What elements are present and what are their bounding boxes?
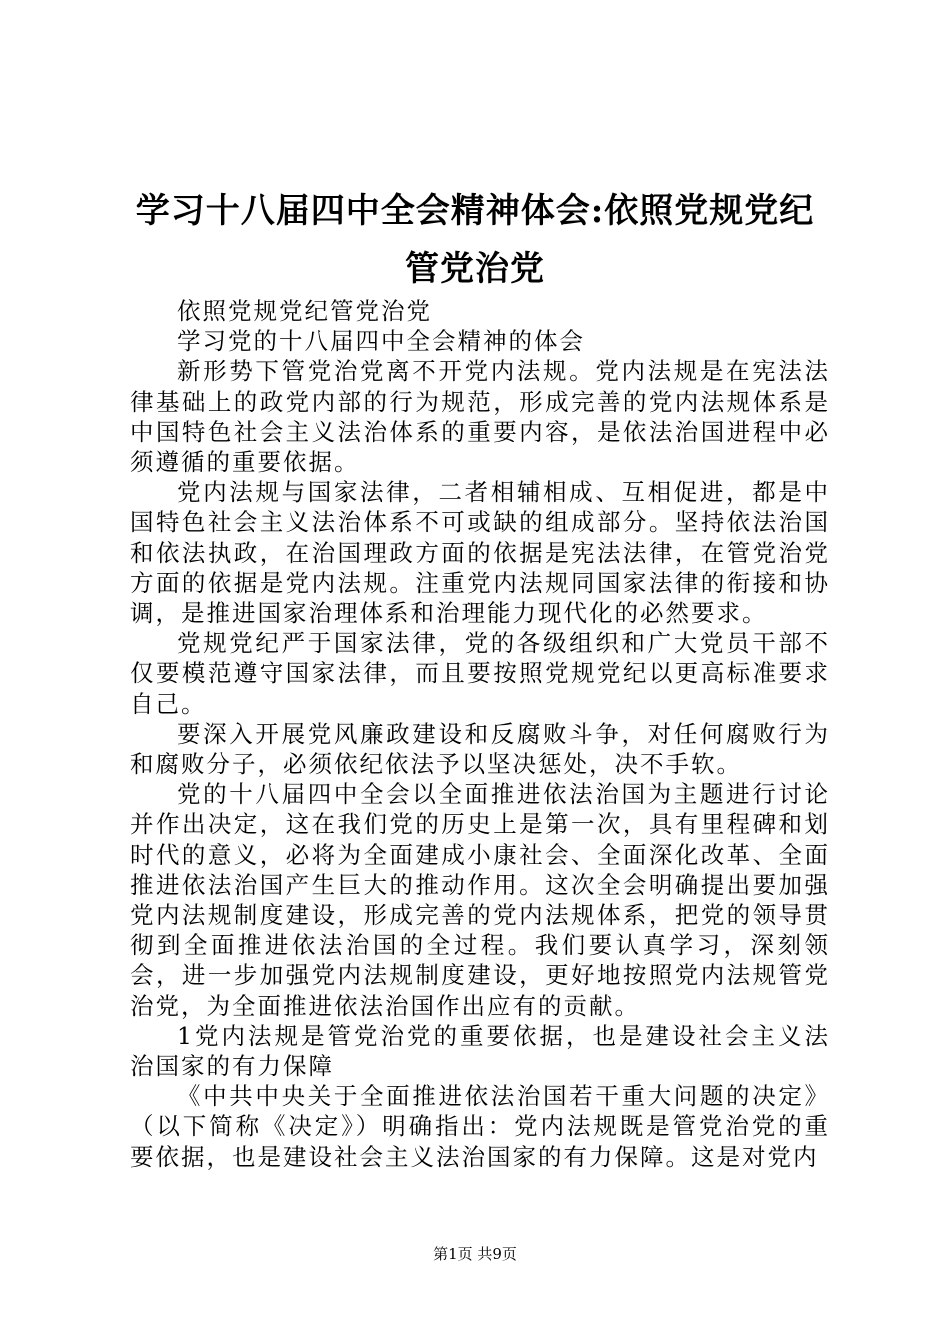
title-line-1: 学习十八届四中全会精神体会:依照党规党纪 [135,191,815,231]
paragraph: 党规党纪严于国家法律，党的各级组织和广大党员干部不仅要模范遵守国家法律，而且要按照党规党纪以更高标准要求自己。 [130,629,830,718]
page-footer: 第1页 共9页 [433,1245,517,1263]
title-line-2: 管党治党 [405,249,545,289]
paragraph: 新形势下管党治党离不开党内法规。党内法规是在宪法法律基础上的政党内部的行为规范，形成完善的党内法规体系是中国特色社会主义法治体系的重要内容，是依法治国进程中必须遵循的重要依据。 [130,357,830,477]
paragraph: 要深入开展党风廉政建设和反腐败斗争，对任何腐败行为和腐败分子，必须依纪依法予以坚决惩处，决不手软。 [130,719,830,779]
paragraph: 党内法规与国家法律，二者相辅相成、互相促进，都是中国特色社会主义法治体系不可或缺的组成部分。坚持依法治国和依法执政，在治国理政方面的依据是宪法法律，在管党治党方面的依据是党内法规。注重党内法规同国家法律的衔接和协调，是推进国家治理体系和治理能力现代化的必然要求。 [130,478,830,628]
paragraph-subtitle: 依照党规党纪管党治党 [177,297,432,325]
paragraph: 党的十八届四中全会以全面推进依法治国为主题进行讨论并作出决定，这在我们党的历史上是第一次，具有里程碑和划时代的意义，必将为全面建成小康社会、全面深化改革、全面推进依法治国产生巨大的推动作用。这次全会明确提出要加强党内法规制度建设，形成完善的党内法规体系，把党的领导贯彻到全面推进依法治国的全过程。我们要认真学习，深刻领会，进一步加强党内法规制度建设，更好地按照党内法规管党治党，为全面推进依法治国作出应有的贡献。 [130,780,830,1020]
paragraph: 《中共中央关于全面推进依法治国若干重大问题的决定》（以下简称《决定》）明确指出：党内法规既是管党治党的重要依据，也是建设社会主义法治国家的有力保障。这是对党内 [130,1082,830,1171]
document-body [130,296,830,1172]
section-heading: 1党内法规是管党治党的重要依据，也是建设社会主义法治国家的有力保障 [130,1021,830,1081]
paragraph-subtitle-2: 学习党的十八届四中全会精神的体会 [177,327,585,356]
document-title [120,182,830,298]
